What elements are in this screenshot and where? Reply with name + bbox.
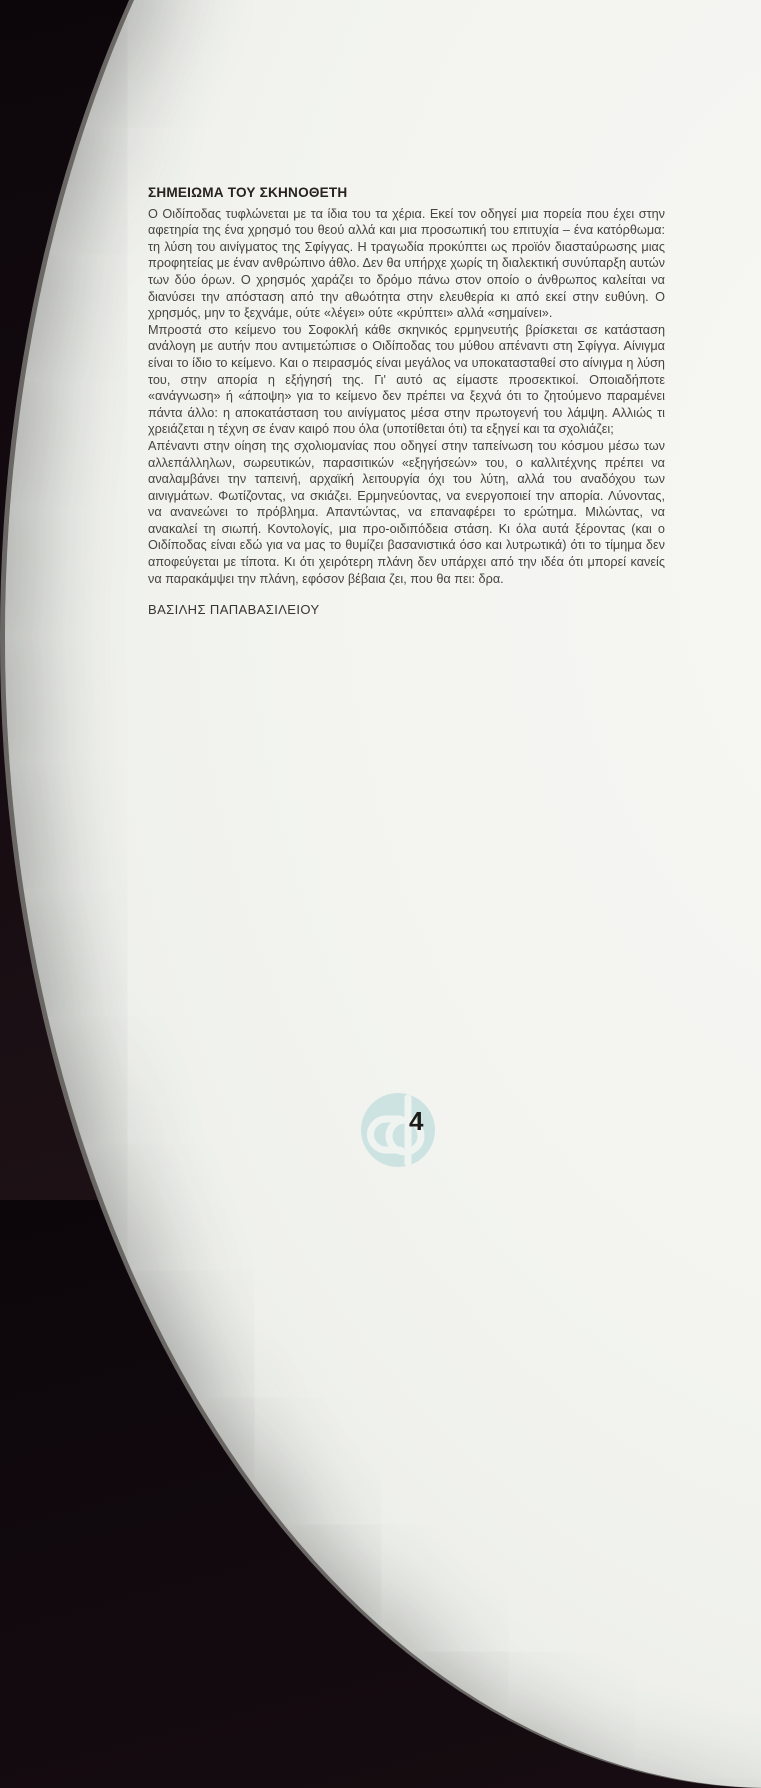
paragraph-3: Απέναντι στην οίηση της σχολιομανίας που οδηγεί στην ταπείνωση του κόσμου μέσω των αλλεπάλληλων, σωρευτικών, παρασιτικών «εξηγήσεών» του, ο καλλιτέχνης πρέπει να αναλαμβάνει την ταπεινή, αρχαϊκή λειτουργία όχι του λύτη, αλλά του αναδόχου των αινιγμάτων. Φωτίζοντας, να σκιάζει. Ερμηνεύοντας, να ενεργοποιεί την απορία. Λύνοντας, να ανανεώνει το πρόβλημα. Απαντώντας, να επαναφέρει το ερώτημα. Μιλώντας, να ανακαλεί τη σιωπή. Κοντολογίς, μια προ-οιδιπόδεια στάση. Κι όλα αυτά ξέροντας (και ο Οιδίποδας είναι εδώ για να μας το θυμίζει βασανιστικά όσο και λυτρωτικά) ότι το τίμημα δεν αποφεύγεται με τίποτα. Κι ότι χειρότερη πλάνη δεν υπάρχει από την ιδέα ότι μπορεί κανείς να παρακάμψει την πλάνη, εφόσον βέβαια ζει, που θα πει: δρα.	[148, 438, 665, 586]
page-number: 4	[409, 1106, 424, 1136]
phi-monogram-logo-icon	[360, 1092, 436, 1168]
page-title: ΣΗΜΕΙΩΜΑ ΤΟΥ ΣΚΗΝΟΘΕΤΗ	[148, 185, 348, 200]
paragraph-2: Μπροστά στο κείμενο του Σοφοκλή κάθε σκηνικός ερμηνευτής βρίσκεται σε κατάσταση ανάλογη με αυτήν που αντιμετώπισε ο Οιδίποδας του μύθου απέναντι στη Σφίγγα. Αίνιγμα είναι το ίδιο το κείμενο. Και ο πειρασμός είναι μεγάλος να υποκατασταθεί στο αίνιγμα η λύση του, στην απορία η εξήγησή της. Γι' αυτό ας είμαστε προσεκτικοί. Οποιαδήποτε «ανάγνωση» ή «άποψη» για το κείμενο δεν πρέπει να ξεχνά ότι το ζητούμενο παραμένει πάντα άλλο: η αποκατάσταση του αινίγματος μέσα στην πρωτογενή του λάμψη. Αλλιώς τι χρειάζεται η τέχνη σε έναν καιρό που όλα (υποτίθεται ότι) τα εξηγεί και τα σχολιάζει;	[148, 322, 665, 437]
director-note	[148, 185, 665, 619]
author-signature: ΒΑΣΙΛΗΣ ΠΑΠΑΒΑΣΙΛΕΙΟΥ	[148, 602, 320, 618]
paragraph-1: Ο Οιδίποδας τυφλώνεται με τα ίδια του τα χέρια. Εκεί τον οδηγεί μια πορεία που έχει στην αφετηρία της ένα χρησμό του θεού αλλά και μια προσωπική του επιτυχία – ένα κατόρθωμα: τη λύση του αινίγματος της Σφίγγας. Η τραγωδία προκύπτει ως προϊόν διασταύρωσης μιας προφητείας με έναν ανθρώπινο άθλο. Δεν θα υπήρχε χωρίς τη διαλεκτική συνύπαρξη αυτών των δύο όρων. Ο χρησμός χαράζει το δρόμο πάνω στον οποίο ο άνθρωπος καλείται να διανύσει την απόσταση από την αθωότητα στην ελευθερία κι από εκεί στην ευθύνη. Ο χρησμός, μην το ξεχνάμε, ούτε «λέγει» ούτε «κρύπτει» αλλά «σημαίνει».	[148, 206, 665, 321]
